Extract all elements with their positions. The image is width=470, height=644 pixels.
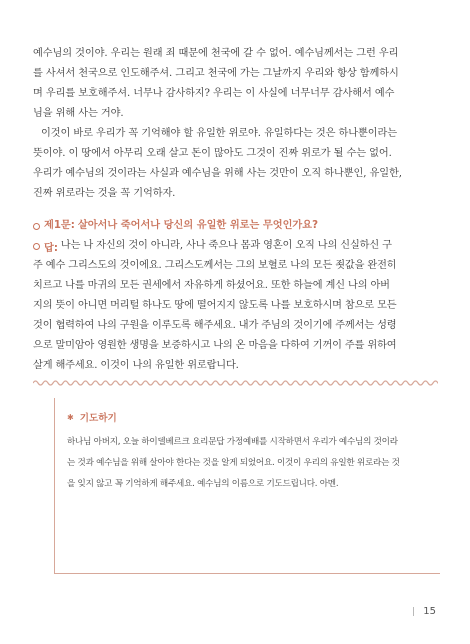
text-line: 주 예수 그리스도의 것이에요. 그리스도께서는 그의 보혈로 나의 모든 죗값을 완전히	[33, 260, 397, 271]
text-line: 며 우리를 보호해주셔. 너무나 감사하지? 우리는 이 사실에 너무너무 감사해서 예수	[33, 88, 395, 99]
circle-bullet-icon	[33, 243, 40, 250]
text-line: 을 잊지 않고 꼭 기억하게 해주세요. 예수님의 이름으로 기도드립니다. 아멘.	[67, 479, 339, 489]
text-line: 우리가 예수님의 것이라는 사실과 예수님을 위해 사는 것만이 오직 하나뿐인, 유일한,	[33, 168, 402, 179]
page-number: 15	[423, 606, 436, 617]
second-paragraph	[33, 124, 438, 204]
prayer-text	[67, 432, 437, 495]
intro-paragraph	[33, 44, 438, 124]
answer-first-line	[33, 236, 443, 256]
text-line: 는 것과 예수님을 위해 살아야 한다는 것을 알게 되었어요. 이것이 우리의 유일한 위로라는 것	[67, 458, 400, 468]
text-line: 살게 해주세요. 이것이 나의 유일한 위로랍니다.	[33, 360, 239, 371]
star-icon: ✱	[67, 412, 74, 422]
circle-bullet-icon	[33, 223, 40, 230]
text-line: 하나님 아버지, 오늘 하이델베르크 요리문답 가정예배를 시작하면서 우리가 예수님의 것이라	[67, 437, 398, 447]
intro-text	[33, 44, 438, 204]
text-line: 으로 말미암아 영원한 생명을 보증하시고 나의 온 마음을 다하여 기꺼이 주를 위하여	[33, 340, 397, 351]
text-line: 지의 뜻이 아니면 머리털 하나도 땅에 떨어지지 않도록 나를 보호하시며 참으로 모든	[33, 300, 397, 311]
answer-body	[33, 256, 443, 376]
text-line: 치르고 나를 마귀의 모든 권세에서 자유하게 하셨어요. 또한 하늘에 계신 나의 아버	[33, 280, 390, 291]
footer-separator	[413, 607, 414, 616]
text-line: 님을 위해 사는 거야.	[33, 108, 124, 119]
page-footer	[413, 606, 436, 617]
text-line: 진짜 위로라는 것을 꼭 기억하자.	[33, 188, 176, 199]
question-text: 살아서나 죽어서나 당신의 유일한 위로는 무엇인가요?	[77, 220, 319, 231]
prayer-box	[54, 398, 440, 574]
text-line: 이것이 바로 우리가 꼭 기억해야 할 유일한 위로야. 유일하다는 것은 하나뿐이라는	[41, 128, 397, 139]
text-line: 를 사셔서 천국으로 인도해주셔. 그리고 천국에 가는 그날까지 우리와 항상 함께하시	[33, 68, 399, 79]
text-line: 뜻이야. 이 땅에서 아무리 오래 살고 돈이 많아도 그것이 진짜 위로가 될 수는 없어.	[33, 148, 392, 159]
answer-label: 답:	[44, 242, 58, 254]
answer-text: 나는 나 자신의 것이 아니라, 사나 죽으나 몸과 영혼이 오직 나의 신실하신 구	[60, 240, 392, 251]
catechism-qa	[33, 216, 443, 376]
prayer-title: 기도하기	[79, 413, 117, 424]
question-label: 제1문:	[44, 220, 75, 231]
wavy-divider	[33, 378, 438, 388]
prayer-heading	[67, 410, 117, 424]
text-line: 예수님의 것이야. 우리는 원래 죄 때문에 천국에 갈 수 없어. 예수님께서는 그런 우리	[33, 48, 399, 59]
text-line: 것이 협력하여 나의 구원을 이루도록 해주세요. 내가 주님의 것이기에 주께서는 성령	[33, 320, 397, 331]
question-line	[33, 216, 443, 236]
